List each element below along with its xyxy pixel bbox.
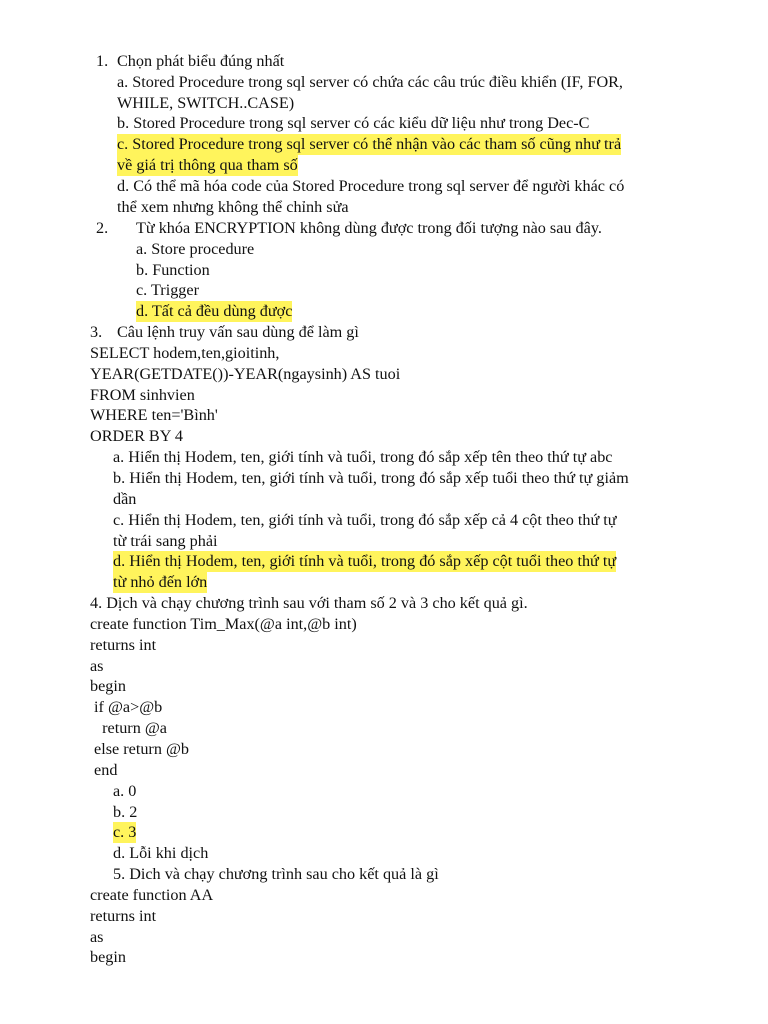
q3-code-line: SELECT hodem,ten,gioitinh,	[90, 344, 280, 362]
q5-prompt: 5. Dich và chạy chương trình sau cho kết quả là gì	[113, 865, 439, 883]
q1-prompt: Chọn phát biểu đúng nhất	[117, 52, 285, 70]
q3-code-line: YEAR(GETDATE())-YEAR(ngaysinh) AS tuoi	[90, 365, 401, 383]
q5-code-line: as	[90, 928, 104, 946]
q1-option-d-line1: d. Có thể mã hóa code của Stored Procedure trong sql server để người khác có	[117, 177, 625, 195]
q4-option-b: b. 2	[113, 803, 138, 821]
q1-number: 1.	[96, 52, 109, 70]
q5-code-line: create function AA	[90, 886, 214, 904]
q4-code-line: returns int	[90, 636, 157, 654]
q3-option-b-line2: dần	[113, 490, 137, 508]
q4-option-a: a. 0	[113, 782, 137, 800]
q3-option-c-line1: c. Hiển thị Hodem, ten, giới tính và tuổi, trong đó sắp xếp cả 4 cột theo thứ tự	[113, 511, 617, 529]
q3-option-a: a. Hiển thị Hodem, ten, giới tính và tuổi, trong đó sắp xếp tên theo thứ tự abc	[113, 448, 613, 466]
q4-prompt: 4. Dịch và chạy chương trình sau với tham số 2 và 3 cho kết quả gì.	[90, 594, 528, 612]
q3-option-d-line1-highlighted: d. Hiển thị Hodem, ten, giới tính và tuổi, trong đó sắp xếp cột tuổi theo thứ tự	[113, 552, 617, 570]
q2-prompt: Từ khóa ENCRYPTION không dùng được trong đối tượng nào sau đây.	[136, 219, 602, 237]
q1-option-d-line2: thể xem nhưng không thể chỉnh sửa	[117, 198, 349, 216]
q3-option-d-line2-highlighted: từ nhỏ đến lớn	[113, 573, 208, 591]
q2-number: 2.	[96, 219, 109, 237]
q1-option-a-line1: a. Stored Procedure trong sql server có chứa các câu trúc điều khiển (IF, FOR,	[117, 73, 623, 91]
q3-code-line: ORDER BY 4	[90, 427, 183, 445]
q2-option-a: a. Store procedure	[136, 240, 255, 258]
q3-code-line: FROM sinhvien	[90, 386, 195, 404]
q1-option-a-line2: WHILE, SWITCH..CASE)	[117, 94, 295, 112]
q4-code-line: else return @b	[90, 740, 189, 758]
q2-option-b: b. Function	[136, 261, 210, 279]
q4-code-line: return @a	[90, 719, 167, 737]
q5-code-line: returns int	[90, 907, 157, 925]
q3-option-b-line1: b. Hiển thị Hodem, ten, giới tính và tuổi, trong đó sắp xếp tuổi theo thứ tự giảm	[113, 469, 629, 487]
q4-code-line: begin	[90, 677, 126, 695]
q2-option-c: c. Trigger	[136, 281, 199, 299]
q3-code-line: WHERE ten='Bình'	[90, 406, 218, 424]
q4-code-line: as	[90, 657, 104, 675]
q2-option-d-highlighted: d. Tất cả đều dùng được	[136, 302, 293, 320]
q3-prompt: Câu lệnh truy vấn sau dùng để làm gì	[117, 323, 359, 341]
q4-option-d: d. Lỗi khi dịch	[113, 844, 209, 862]
q5-code-line: begin	[90, 948, 126, 966]
q3-option-c-line2: từ trái sang phải	[113, 532, 218, 550]
q4-code-line: if @a>@b	[90, 698, 163, 716]
q1-option-b: b. Stored Procedure trong sql server có các kiểu dữ liệu như trong Dec-C	[117, 114, 590, 132]
q4-option-c-highlighted: c. 3	[113, 823, 137, 841]
q1-option-c-line2-highlighted: về giá trị thông qua tham số	[117, 156, 298, 174]
q4-code-line: end	[90, 761, 118, 779]
q4-code-line: create function Tim_Max(@a int,@b int)	[90, 615, 357, 633]
q1-option-c-line1-highlighted: c. Stored Procedure trong sql server có thể nhận vào các tham số cũng như trả	[117, 135, 622, 153]
q3-number: 3.	[90, 323, 103, 341]
